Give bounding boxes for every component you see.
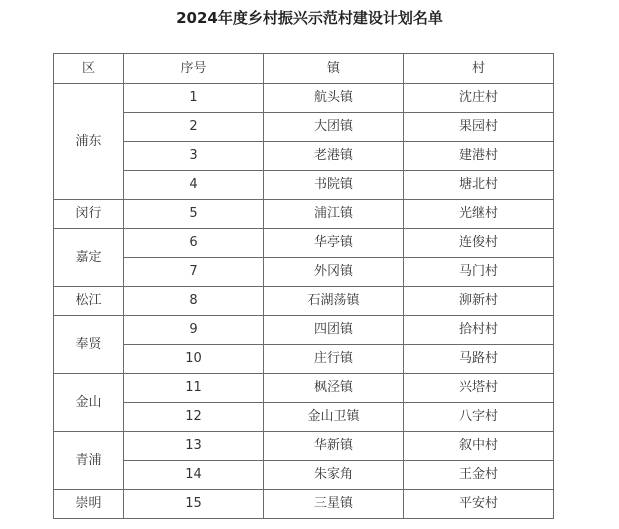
table-row (54, 84, 554, 113)
town-cell: 四团镇 (264, 316, 404, 345)
village-cell: 叙中村 (404, 432, 554, 461)
town-cell: 金山卫镇 (264, 403, 404, 432)
table-row (54, 403, 554, 432)
no-cell: 11 (124, 374, 264, 403)
document-title: 2024年度乡村振兴示范村建设计划名单 (176, 9, 443, 27)
table-row (54, 432, 554, 461)
table-row (54, 142, 554, 171)
town-cell: 石湖荡镇 (264, 287, 404, 316)
village-cell: 平安村 (404, 490, 554, 519)
table-row (54, 113, 554, 142)
district-cell: 金山 (54, 374, 124, 432)
town-cell: 外冈镇 (264, 258, 404, 287)
no-cell: 3 (124, 142, 264, 171)
no-cell: 8 (124, 287, 264, 316)
header-district: 区 (54, 54, 124, 84)
village-cell: 马门村 (404, 258, 554, 287)
village-cell: 八字村 (404, 403, 554, 432)
no-cell: 14 (124, 461, 264, 490)
town-cell: 庄行镇 (264, 345, 404, 374)
town-cell: 华新镇 (264, 432, 404, 461)
district-cell: 松江 (54, 287, 124, 316)
town-cell: 浦江镇 (264, 200, 404, 229)
village-cell: 果园村 (404, 113, 554, 142)
village-cell: 沈庄村 (404, 84, 554, 113)
table-header-row (54, 54, 554, 84)
district-cell: 闵行 (54, 200, 124, 229)
header-village: 村 (404, 54, 554, 84)
no-cell: 10 (124, 345, 264, 374)
village-cell: 拾村村 (404, 316, 554, 345)
village-cell: 王金村 (404, 461, 554, 490)
district-cell: 崇明 (54, 490, 124, 519)
village-cell: 马路村 (404, 345, 554, 374)
town-cell: 华亭镇 (264, 229, 404, 258)
town-cell: 大团镇 (264, 113, 404, 142)
table-row (54, 287, 554, 316)
village-cell: 塘北村 (404, 171, 554, 200)
no-cell: 4 (124, 171, 264, 200)
village-cell: 兴塔村 (404, 374, 554, 403)
no-cell: 13 (124, 432, 264, 461)
no-cell: 5 (124, 200, 264, 229)
table-row (54, 345, 554, 374)
no-cell: 12 (124, 403, 264, 432)
district-cell: 浦东 (54, 84, 124, 200)
header-town: 镇 (264, 54, 404, 84)
no-cell: 15 (124, 490, 264, 519)
town-cell: 三星镇 (264, 490, 404, 519)
no-cell: 9 (124, 316, 264, 345)
no-cell: 2 (124, 113, 264, 142)
header-no: 序号 (124, 54, 264, 84)
district-cell: 奉贤 (54, 316, 124, 374)
town-cell: 航头镇 (264, 84, 404, 113)
town-cell: 枫泾镇 (264, 374, 404, 403)
village-cell: 泖新村 (404, 287, 554, 316)
table-row (54, 171, 554, 200)
table-row (54, 229, 554, 258)
table-row (54, 374, 554, 403)
table-row (54, 258, 554, 287)
table-row (54, 461, 554, 490)
no-cell: 6 (124, 229, 264, 258)
no-cell: 7 (124, 258, 264, 287)
village-cell: 光继村 (404, 200, 554, 229)
town-cell: 朱家角 (264, 461, 404, 490)
town-cell: 书院镇 (264, 171, 404, 200)
village-cell: 建港村 (404, 142, 554, 171)
district-cell: 青浦 (54, 432, 124, 490)
village-cell: 连俊村 (404, 229, 554, 258)
village-list-table (53, 53, 554, 519)
table-row (54, 490, 554, 519)
town-cell: 老港镇 (264, 142, 404, 171)
table-row (54, 200, 554, 229)
no-cell: 1 (124, 84, 264, 113)
district-cell: 嘉定 (54, 229, 124, 287)
table-row (54, 316, 554, 345)
